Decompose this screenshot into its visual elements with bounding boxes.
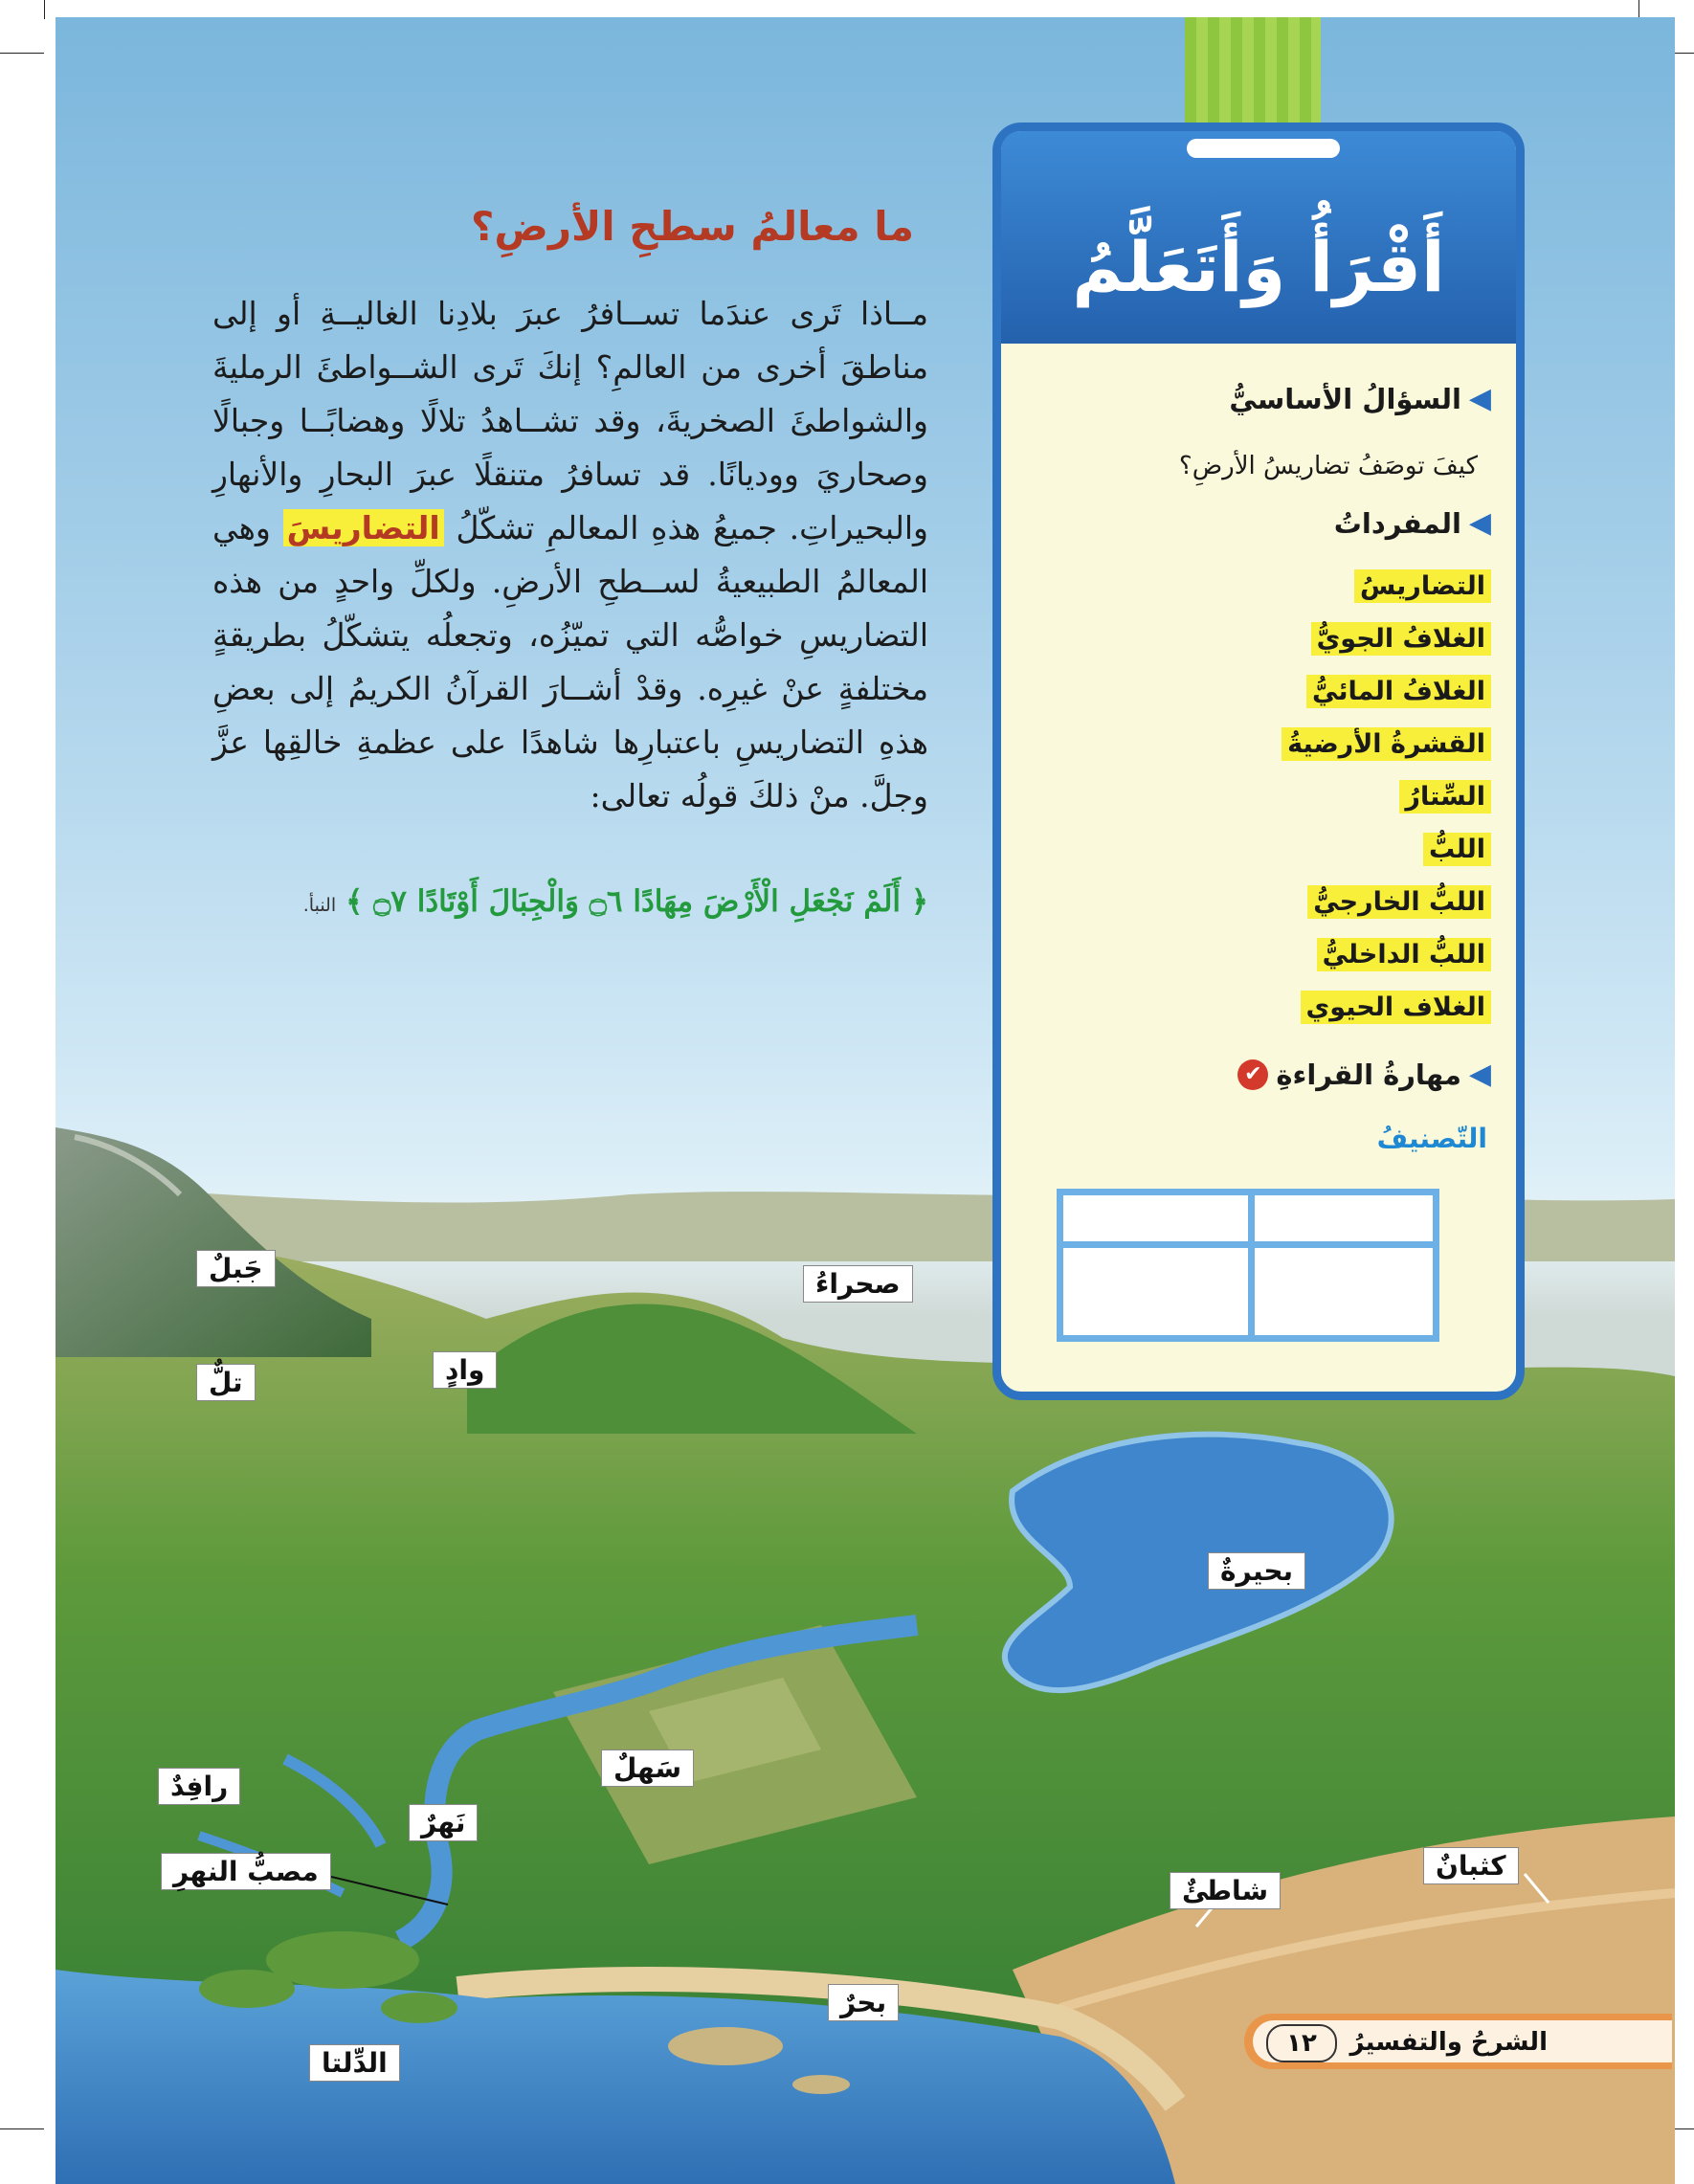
label-sea: بحرٌ [828,1984,899,2021]
reading-skill-heading [1237,1058,1491,1091]
label-desert: صحراءُ [803,1265,913,1303]
reading-skill-value: التّصنيفُ [1376,1123,1487,1154]
graphic-organizer [1057,1189,1439,1342]
verse-text: أَلَمْ نَجْعَلِ الْأَرْضَ مِهَادًا ۝٦ وَالْجِبَالَ أَوْتَادًا ۝٧ [373,884,902,919]
crop-mark [0,53,44,54]
essential-question-label: السؤالُ الأساسيُّ [1229,382,1461,415]
label-beach: شاطئٌ [1170,1872,1281,1909]
vocabulary-heading [1334,506,1491,540]
keyword-highlight: التضاريسَ [283,509,444,546]
triangle-icon: ◀ [1468,506,1491,540]
vocab-item: اللبُّ الداخليُّ [1317,938,1491,971]
body-text: مــاذا تَرى عندَما تســافرُ عبرَ بلادِنا الغاليــةِ أو إلى مناطقَ أخرى من العالمِ؟ إنكَ تَرى الشــواطئَ الرمليةَ والشواطئَ الصخريةَ، وقد تشــاهدُ تلالًا وهضابًــا وجبالًا وصحاريَ ووديانًا. قد تسافرُ متنقلًا عبرَ البحارِ والأنهارِ والبحيراتِ. جميعُ هذهِ المعالمِ تشكّلُ [212,295,928,546]
vocab-item: السِّتارُ [1399,780,1491,813]
verse-open-bracket: ﴿ [910,884,928,919]
vocab-item: اللبُّ [1423,833,1491,866]
vocab-item: القشرةُ الأرضيةُ [1282,727,1491,761]
organizer-divider [1248,1195,1255,1335]
label-delta: الدِّلتا [309,2044,400,2082]
footer-tab [1244,2014,1672,2069]
panel-slot [1187,139,1340,158]
label-river: نَهرٌ [409,1804,478,1841]
quran-verse [201,884,928,919]
body-paragraph [212,287,928,823]
page-number: ١٢ [1266,2024,1337,2062]
essential-question-heading [1229,382,1491,415]
essential-question: كيفَ توصَفُ تضاريسُ الأرضِ؟ [1178,452,1478,480]
triangle-icon: ◀ [1468,1058,1491,1091]
check-icon: ✔ [1237,1059,1268,1090]
verse-close-bracket: ﴾ [345,884,364,919]
reading-skill-label: مهارةُ القراءةِ [1276,1058,1461,1091]
label-plain: سَهلٌ [601,1749,694,1787]
label-lake: بحيرةٌ [1208,1552,1305,1590]
crop-mark [0,2128,44,2129]
footer-inner [1253,2020,1672,2062]
organizer-divider [1063,1241,1433,1248]
label-mountain: جَبلٌ [196,1250,276,1287]
section-title: ما معالمُ سطحِ الأرضِ؟ [470,203,914,250]
read-learn-panel [992,123,1525,1400]
verse-source: النبأ. [302,895,337,916]
label-hill: تلٌّ [196,1364,256,1401]
panel-title: أَقْرَأُ وَأَتَعَلَّمُ [1072,227,1445,307]
vocabulary-label: المفرداتُ [1333,506,1461,540]
label-tributary: رافِدٌ [158,1768,240,1805]
crop-mark [44,0,45,19]
vocab-item: الغلافُ الجويُّ [1311,622,1491,656]
panel-header [1001,131,1516,344]
label-dunes: كثبانٌ [1423,1847,1519,1884]
label-valley: وادٍ [433,1351,497,1389]
label-river-mouth: مصبُّ النهرِ [161,1853,331,1890]
vocab-item: الغلافُ المائيُّ [1306,675,1491,708]
vocab-item: الغلاف الحيوي [1301,991,1491,1024]
body-text: وهي المعالمُ الطبيعيةُ لســطحِ الأرضِ. ولكلِّ واحدٍ من هذه التضاريسِ خواصُّه التي تميّزُه، وتجعلُه يتشكّلُ بطريقةٍ مختلفةٍ عنْ غيرِه. وقدْ أشــارَ القرآنُ الكريمُ إلى بعضِ هذهِ التضاريسِ باعتبارِها شاهدًا على عظمةِ خالقِها عزَّ وجلَّ. منْ ذلكَ قولُه تعالى: [212,509,928,814]
vocab-item: التضاريسُ [1354,569,1491,603]
vocab-item: اللبُّ الخارجيُّ [1307,885,1491,919]
footer-section-label: الشرحُ والتفسيرُ [1349,2028,1548,2057]
triangle-icon: ◀ [1468,382,1491,415]
